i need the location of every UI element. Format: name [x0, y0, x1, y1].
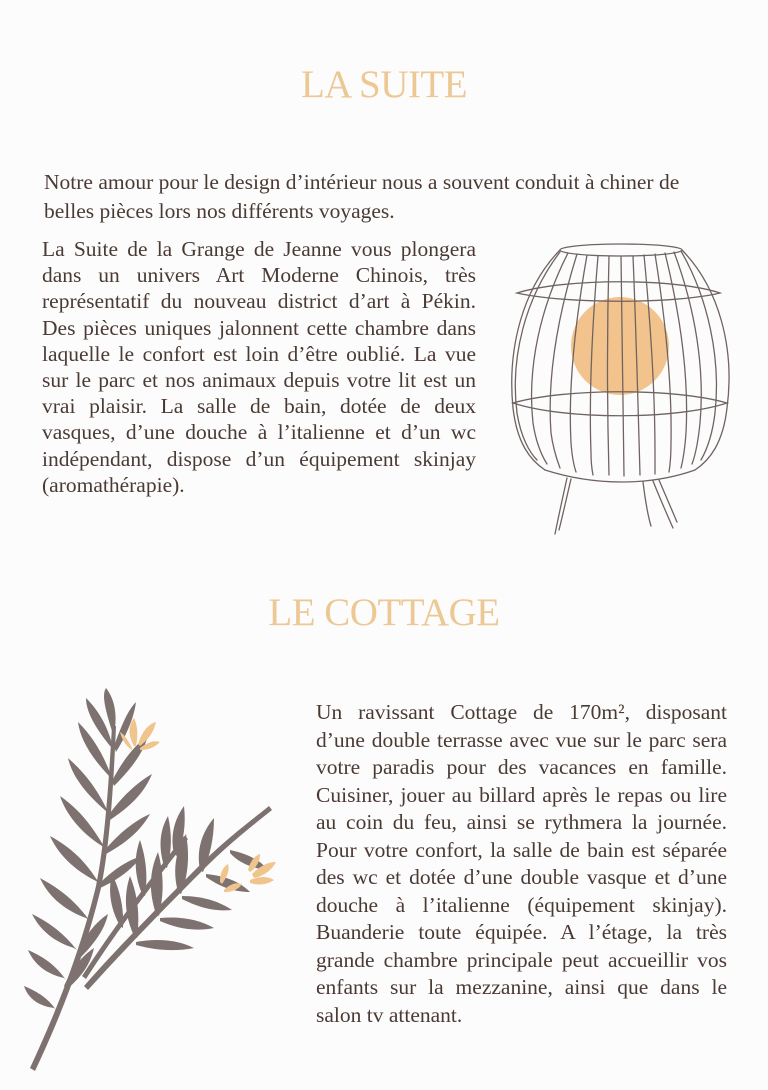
lamp-legs — [555, 478, 677, 534]
suite-intro-paragraph: Notre amour pour le design d’intérieur nous a souvent conduit à chiner de belles pièces lors nos différents voyages. — [44, 170, 680, 223]
section-title-cottage: LE COTTAGE — [268, 591, 500, 634]
lamp-top-rim — [560, 244, 682, 256]
suite-description-paragraph: La Suite de la Grange de Jeanne vous plongera dans un univers Art Moderne Chinois, très représentatif du nouveau district d’art à Pékin. Des pièces uniques jalonnent cette chambre dans laquelle le confort est loin d’être oublié. La vue sur le parc et nos animaux depuis votre lit est un vrai plaisir. La salle de bain, dotée de deux vasques, d’une douche à l’italienne et d’un wc indépendant, dispose d’un équipement skinjay (aromathérapie). — [42, 237, 476, 497]
lamp-lower-ring — [513, 392, 727, 416]
lamp-light-globe — [571, 297, 669, 395]
branch-main-stem — [30, 726, 116, 1071]
lamp-right-outline — [682, 250, 729, 470]
cottage-description-paragraph: Un ravissant Cottage de 170m², disposant d’une double terrasse avec vue sur le parc sera votre paradis pour des vacances en famille. Cuisiner, jouer au billard après le repas ou lire au coin du feu, ainsi se rythmera la journée. Pour votre confort, la salle de bain est séparée des wc et dotée d’une double vasque et d’une douche à l’italienne (équipement skinjay). Buanderie toute équipée. A l’étage, la très grande chambre principale peut accueillir vos enfants sur la mezzanine, ainsi que dans le salon tv attenant. — [316, 700, 727, 1027]
flowering-branch-illustration — [24, 686, 284, 1071]
lamp-bottom-ring — [545, 470, 695, 482]
cage-lamp-illustration — [505, 238, 735, 538]
section-title-suite: LA SUITE — [300, 63, 468, 106]
